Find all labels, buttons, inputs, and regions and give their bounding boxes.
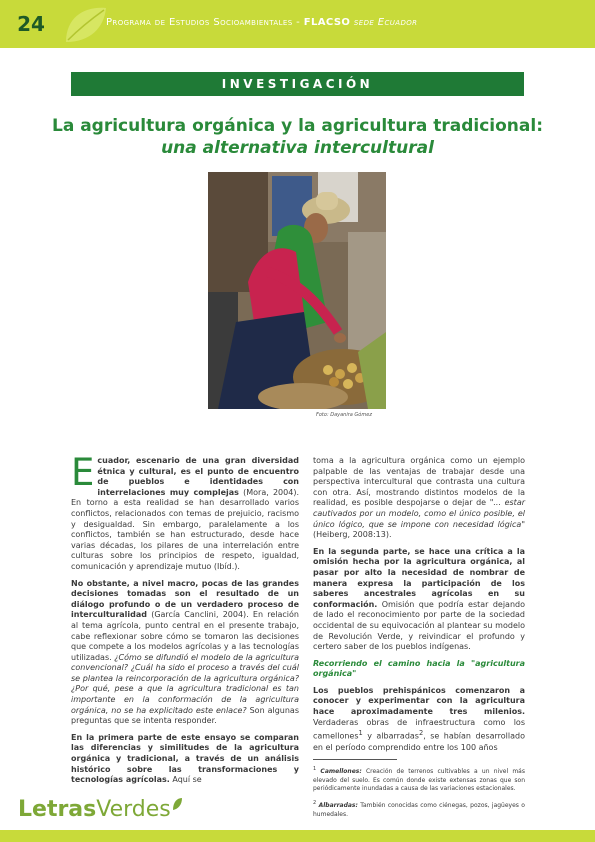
photo-caption: Foto: Dayanira Gómez (316, 412, 372, 418)
footer-bar (0, 830, 595, 842)
logo-word-2: Verdes (96, 797, 171, 822)
body-text: Aquí se (169, 775, 202, 785)
paragraph (313, 547, 525, 653)
article-photo (208, 172, 386, 409)
body-text: , se habían desarrollado en el período comprendido entre los 100 años (313, 731, 525, 752)
footnote-divider (313, 759, 397, 760)
lead-text: En la segunda parte, se hace una crítica a la omisión hecha por la agricultura orgánica, al pasar por alto la necesidad de nombrar de manera expresa la participación de los saberes ancestrales agrícolas en su conformación. (313, 546, 525, 609)
italic-questions: ¿Cómo se difundió el modelo de la agricultura convencional? ¿Cuál ha sido el proceso a través del cuál se plantea la reincorporación de la agricultura orgánica? ¿Por qué, pese a que la agricultura tradicional es tan importante en la conformación de la agricultura orgánica, no se ha explicitado este enlace? (71, 652, 299, 715)
paragraph (71, 451, 299, 573)
sede-name: sede Ecuador (350, 17, 418, 28)
footnote-text: Creación de terrenos cultivables a un nivel más elevado del suelo. Es común donde existe extensas zonas que son periódicamente inundadas a causa de las variaciones estacionales. (313, 768, 525, 792)
leaf-icon (171, 797, 183, 811)
body-text: (García Canclini, 2004). En relación al tema agrícola, punto central en el presente trabajo, cabe reflexionar sobre cómo se tomaron las decisiones que compete a los modelos agrícolas y a las tecnologías utilizadas. (71, 610, 299, 662)
footnote (313, 765, 525, 793)
article-title-line1: La agricultura orgánica y la agricultura tradicional: (51, 116, 544, 136)
lead-text: En la primera parte de este ensayo se comparan las diferencias y similitudes de la agricultura orgánica y tradicional, a través de un análisis histórico sobre las transformaciones y tecnologías agrícolas. (71, 732, 299, 785)
program-name: Programa de Estudios Socioambientales - (106, 17, 304, 28)
page-number-box (0, 0, 62, 48)
body-text: Omisión que podría estar dejando de lado el reconocimiento por parte de la sociedad occidental de su equivocación al plantear su modelo de Revolución Verde, y reivindicar el profundo y certero saber de los pueblos indígenas. (313, 599, 525, 652)
footnote (313, 799, 525, 819)
paragraph (313, 456, 525, 541)
org-name: FLACSO (303, 17, 351, 28)
lead-text: No obstante, a nivel macro, pocas de las grandes decisiones tomadas son el resultado de un diálogo profundo o de un verdadero proceso de interculturalidad (71, 578, 299, 620)
footnote-number: 1 (313, 766, 317, 773)
drop-cap: E (71, 451, 95, 494)
footnote-text: También conocidas como ciénegas, pozos, jagüeyes o humedales. (313, 802, 525, 818)
subheading: Recorriendo el camino hacia la "agricultura orgánica" (313, 658, 525, 679)
leaf-icon (60, 2, 110, 46)
body-text: Son algunas preguntas que se intenta responder. (71, 705, 300, 726)
logo-word-1: Letras (18, 797, 97, 822)
text-column-left (71, 451, 300, 792)
paragraph (71, 579, 299, 727)
letras-verdes-logo (18, 797, 183, 822)
footnote-ref: 1 (358, 729, 363, 738)
footnote-number: 2 (313, 800, 317, 807)
body-text: y albarradas (362, 731, 419, 741)
page-number: 24 (17, 12, 45, 36)
running-header (106, 17, 417, 28)
paragraph (71, 733, 299, 786)
body-text: (Mora, 2004). En torno a esta realidad se han desarrollado varios conflictos, relacionados con temas de prejuicio, racismo y desigualdad. Sin embargo, paralelamente a los conflictos, también se han estructurado, desde hace varias décadas, los pilares de una interrelación entre culturas sobre los principios de respeto, igualdad, comunicación y aprendizaje mutuo (Ibíd.). (71, 487, 299, 571)
body-text: " (Heiberg, 2008:13). (313, 519, 525, 540)
footnote-ref: 2 (418, 729, 424, 738)
footnote-term: Albarradas: (318, 802, 358, 810)
text-column-right (313, 456, 525, 825)
footnote-term: Camellones: (320, 768, 362, 776)
lead-text: cuador, escenario de una gran diversidad étnica y cultural, es el punto de encuentro de pueblos e identidades con interrelaciones muy complejas (97, 456, 299, 497)
body-text: Verdaderas obras de infraestructura como los camellones (313, 717, 525, 741)
lead-text: Los pueblos prehispánicos comenzaron a conocer y experimentar con la agricultura hace aproximadamente tres milenios. (313, 685, 525, 717)
italic-quote: ... estar cautivados por un modelo, como el único posible, el único lógico, que se impone con necesidad lógica (313, 498, 526, 529)
article-title-line2: una alternativa intercultural (161, 138, 434, 158)
body-text: toma a la agricultura orgánica como un ejemplo palpable de las ventajas de trabajar desde una perspectiva intercultural que contrasta una cultura con otra. Así, mostrando distintos modelos de la realidad, es posible despojarse o dejar de " (313, 456, 525, 508)
section-label: INVESTIGACIÓN (71, 72, 524, 96)
paragraph (313, 686, 525, 753)
